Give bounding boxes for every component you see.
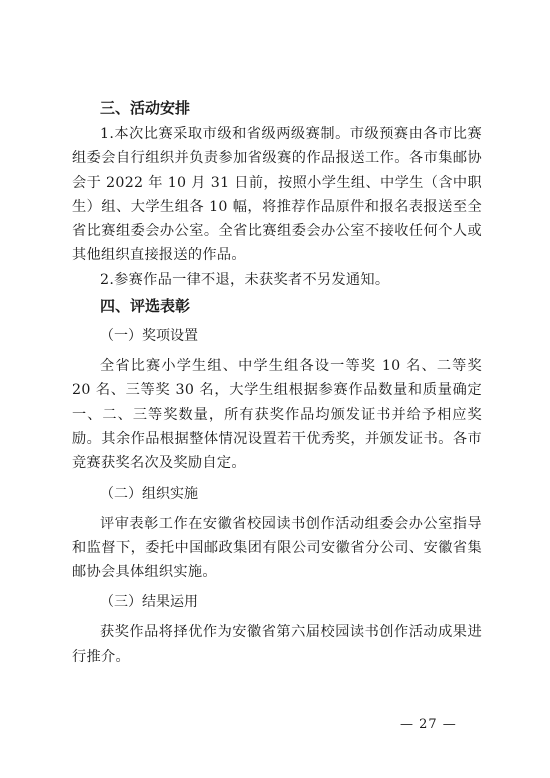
section-heading-activity: 三、活动安排 <box>100 99 191 117</box>
subheading-organization: （二）组织实施 <box>100 485 198 502</box>
paragraph-award-setup: 全省比赛小学生组、中学生组各设一等奖 10 名、二等奖 20 名、三等奖 30 名，大学生组根据参赛作品数量和质量确定一、二、三等奖数量，所有获奖作品均颁发证书并给予相应奖励。其余作品根据整体情况设置若干优秀奖，并颁发证书。各市竞赛获奖名次及奖励自定。 <box>72 358 482 472</box>
section-heading-awards: 四、评选表彰 <box>100 297 191 316</box>
paragraph-no-return: 2.参赛作品一律不退，未获奖者不另发通知。 <box>100 271 390 288</box>
subheading-results-use: （三）结果运用 <box>100 594 198 611</box>
page-number: — 27 — <box>400 717 457 732</box>
paragraph-competition-format: 1.本次比赛采取市级和省级两级赛制。市级预赛由各市比赛组委会自行组织并负责参加省级赛的作品报送工作。各市集邮协会于 2022 年 10 月 31 日前，按照小学生组、中学生（含中职生）组、大学生组各 10 幅，将推荐作品原件和报名表报送至全省比赛组委会办公室。全省比赛组委会办公室不接收任何个人或其他组织直接报送的作品。 <box>72 126 482 264</box>
paragraph-results-use: 获奖作品将择优作为安徽省第六届校园读书创作活动成果进行推介。 <box>72 624 482 665</box>
paragraph-organization: 评审表彰工作在安徽省校园读书创作活动组委会办公室指导和监督下，委托中国邮政集团有限公司安徽省分公司、安徽省集邮协会具体组织实施。 <box>72 515 482 581</box>
subheading-award-setup: （一）奖项设置 <box>100 328 198 345</box>
document-body <box>72 96 482 669</box>
